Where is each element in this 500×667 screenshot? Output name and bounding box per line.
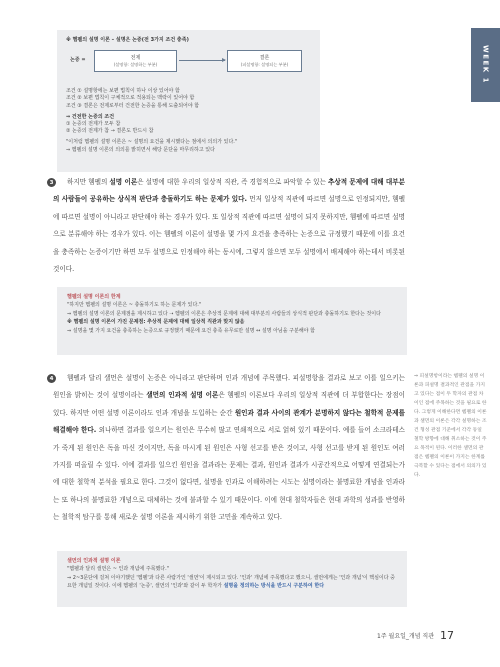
paragraph-number-3: 3 xyxy=(47,178,56,187)
footer-label: 1주 월요일_개념 직관 xyxy=(377,633,435,640)
note2-line-1: "헴펠과 달리 샐먼은 ~ 인과 개념에 주목했다." xyxy=(67,566,170,573)
week-tab-label: WEEK 1 xyxy=(481,45,490,85)
side-note: ⇒ 피설명항이라는 헴펠의 설명 이론과 피설명 결과적인 관점을 가지고 있다는 점이 두 학자의 관점 차이인 점에 주목하는 것을 필요로 한다. 그렇게 이해한다면 헴펠의 이론과 샐먼의 이론은 각각 설명하는 조건 형성 관점 기준에서 각각 동일 철학 방향에 대해 취소하는 것이 주요 목적이 된다. 이러한 샐먼의 관점은 헴펠의 이론이 가지는 한계를 극복할 수 있다는 점에서 의의가 있다. xyxy=(414,374,487,478)
argument-diagram xyxy=(66,46,311,86)
conclusion-title: 결론 xyxy=(259,55,270,62)
para4-bold1: 샐먼의 인과적 설명 이론 xyxy=(146,391,219,400)
summary-box xyxy=(57,30,320,172)
paragraph-4 xyxy=(53,370,405,527)
condition-3: 조건 ③ 결론은 전제로부터 건전한 논증을 통해 도출되어야 함 xyxy=(66,102,200,109)
para3-bold2: 추상적 문제에 대해 대부분의 사람들이 공유하는 상식적 판단과 충돌하기도 하는 문제가 있다. xyxy=(53,178,405,204)
condition-1: 조건 ① 설명항에는 보편 법칙이 하나 이상 있어야 함 xyxy=(66,88,180,95)
para3-text-before: 하지만 헴펠의 xyxy=(67,178,110,186)
sound-item-2: ② 논증의 전제가 참 → 결론도 반드시 참 xyxy=(66,128,154,135)
argument-label: 논증 = xyxy=(70,57,86,64)
note-hempel-limit xyxy=(57,287,407,355)
arrow-icon xyxy=(179,60,225,61)
para4-text: 헴펠과 달리 샐먼은 설명이 논증은 아니라고 판단하며 인과 개념에 주목했다. 피설명항을 결과로 보고 이를 일으키는 원인을 밝히는 것이 설명이라는 xyxy=(53,374,405,400)
para3-text-mid: 은 설명에 대한 우리의 일상적 직관, 즉 경험적으로 파악할 수 있는 xyxy=(137,178,329,186)
note1-line-1: "하지만 헴펠의 설명 이론은 ~ 충돌하기도 하는 문제가 있다." xyxy=(67,302,202,309)
para4-text3: 외나하면 결과를 일으키는 원인은 무수히 많고 연쇄적으로 서로 얽혀 있기 때문이다. 예를 들어 소크라테스가 죽게 된 원인은 독을 마신 것이지만, 독을 마시게 된 원인은 사형 선고를 받은 것이고, 사형 선고를 받게 된 원인도 여러 가지를 떠올릴 수 있다. 이에 결과를 일으킨 원인을 결과라는 문제는 결과, 원인과 결과가 시공간적으로 어떻게 연결되는가에 대한 철학적 분석을 필요로 한다. 그것이 없다면, 설명을 인과로 이해하려는 시도는 설명이라는 불명료한 개념을 인과라는 또 하나의 불명료한 개념으로 대체하는 것에 불과할 수 있기 때문이다. 이에 현대 철학자들은 현대 과학의 성과를 반영하는 철학적 탐구를 통해 새로운 설명 이론을 제시하기 위한 고민을 계속하고 있다. xyxy=(53,426,405,522)
summary-heading: ※ 헴펠의 설명 이론 – 설명은 논증(전 3가지 조건 충족) xyxy=(66,37,189,43)
note2-title: 샐먼의 인과적 설명 이론 xyxy=(67,558,121,564)
conclusion-box xyxy=(227,50,302,72)
para4-text2: 은 헴펠의 이론보다 우리의 일상적 직관에 더 부합한다는 장점이 있다. 하지만 어떤 설명 이론이라도 인과 개념을 도입하는 순간 xyxy=(53,391,405,417)
sound-heading: ⇒ 건전한 논증의 조건 xyxy=(66,113,115,120)
note1-title2: ※ 헴펠의 설명 이론이 가진 문제점: 추상적 문제에 대해 일상적 직관과 맞지 않음 xyxy=(67,319,245,326)
note-salmon-theory xyxy=(57,551,407,607)
note1-title: 헴펠의 설명 이론의 한계 xyxy=(67,294,121,300)
condition-2: 조건 ② 보편 법칙이 구체적으로 적용되는 맥락이 있어야 함 xyxy=(66,95,195,102)
summary-quote: "이처럼 헴펠의 설명 이론은 ~ 설명의 요건을 제시했다는 점에서 의의가 있다." xyxy=(66,139,238,146)
page-number: 17 xyxy=(440,629,455,642)
paragraph-number-4: 4 xyxy=(47,374,56,383)
week-tab xyxy=(471,28,500,102)
paragraph-3 xyxy=(53,174,405,278)
para4-bold2: 원인과 결과 사이의 관계가 분명하지 않다는 철학적 문제를 해결해야 한다. xyxy=(53,408,405,435)
premise-sub: (설명항: 설명하는 부분) xyxy=(113,61,158,67)
note2-line-2: ⇒ 2~3문단에 걸쳐 이야기했던 '헴펠'과 다른 사람가인 '샐먼'이 제시되고 있다. '인과' 개념에 주목했다고 했으니, 샐먼에게는 '인과 개념'이 핵심이다 중요한 개념일 것이다. 이에 헴펠의 '논증', 샐먼의 '인과'와 같이 두 학자가 xyxy=(67,574,396,590)
page-footer xyxy=(377,629,454,642)
note1-line-2: ⇒ 헴펠의 설명 이론의 문제점을 제시하고 있다 ➝ 헴펠의 이론은 추상적 문제에 대해 대부분의 사람들의 상식적 판단과 충돌하기도 한다는 것이다 xyxy=(67,310,381,317)
para3-text-after: 먼저 일상적 직관에 따르면 설명으로 인정되지만, 헴펠에 따르면 설명이 아니라고 판단해야 하는 경우가 있다. 또 일상적 직관에 따르면 설명이 되지 못하지만, 헴펠에 따르면 설명으로 분류해야 하는 경우가 있다. 이는 헴펠의 이론이 설명을 몇 가지 요건을 충족하는 논증으로 규정했기 때문에 이를 요건을 충족하는 논증이기만 하면 모두 설명으로 인정해야 하는 동시에, 그렇지 않으면 모두 설명에서 배제해야 하는데서 비롯된 것이다. xyxy=(53,195,406,274)
summary-conclusion: ⇒ 헴펠의 설명 이론의 의의를 밝히면서 해당 문단을 마무리하고 있다 xyxy=(66,146,215,153)
note1-line-3: ⇒ 설명을 몇 가지 요건을 충족하는 논증으로 규정했기 때문에 요건 충족 유무로만 설명 ↔ 설명 아님을 구분해야 함 xyxy=(67,327,315,334)
note2-line-3: 설명을 정의하는 방식을 반드시 구분하여 한다 xyxy=(223,583,325,590)
premise-title: 전제 xyxy=(130,55,141,62)
conclusion-sub: (피설명항: 설명되는 부분) xyxy=(240,61,289,67)
premise-box xyxy=(94,50,177,72)
para3-bold1: 설명 이론 xyxy=(109,178,138,186)
sound-item-1: ① 논증의 전제가 모두 참 xyxy=(66,121,121,128)
